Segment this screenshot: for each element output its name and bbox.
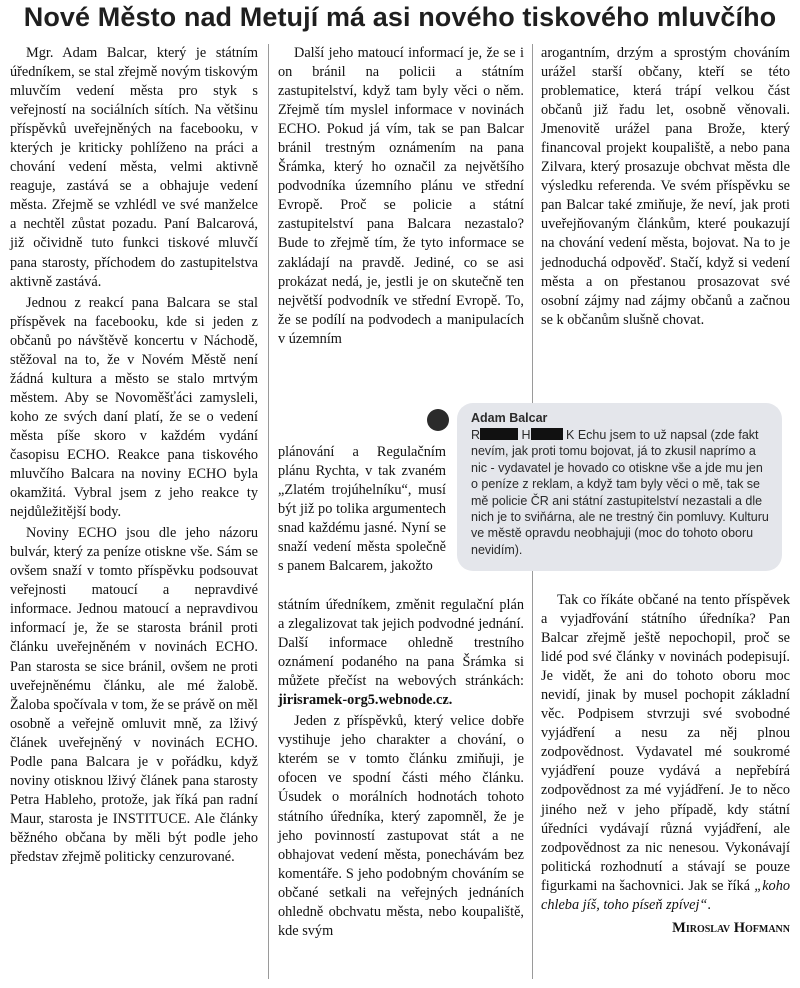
column-divider — [268, 44, 269, 979]
paragraph: Další jeho matoucí informací je, že se i on bránil na policii a státním zastupitelství, když tam byly věci o něm. Zřejmě tím myslel informace v novinách ECHO. Pokud já vím, tak se pan Balcar bránil trestným oznámením na pana Šrámka, který ho označil za největšího podvodníka územního plánu ve střední Evropě. Proč se policie a státní zastupitelství pana Balcara nezastalo? Bude to zřejmě tím, že tyto informace se zakládají na pravdě. Jediné, co se asi prokázat nedá, je, jestli je on skutečně ten největší podvodník ve střední Evropě. To, že se podílí na podvodech a manipulacích v územním — [278, 45, 524, 347]
comment-bubble — [457, 403, 782, 571]
paragraph: Noviny ECHO jsou dle jeho názoru bulvár, který za peníze otiskne vše. Sám se ovšem snaží v tomto příspěvku podsouvat veřejnosti matoucí a nepravdivé informace. Jednou matoucí a nepravdivou informací je, že se starosta bránil proti článku uveřejněném v novinách ECHO. Pan starosta se sice bránil, ovšem ne proti uveřejněnému článku, ale mé žalobě. Žaloba spočívala v tom, že se právě on měl osobně a veřejně omluvit mně, za lživý článek uveřejněný v novinách ECHO. Podle pana Balcara je v pořádku, když noviny otisknou lživý článek pana starosty Petra Hableho, protože, jak říká pan radní Maur, starosta je INSTITUCE. Ale články běžného občana by měli být podle jeho představ zřejmě politicky cenzurované. — [10, 525, 258, 865]
paragraph — [541, 591, 790, 915]
website-link[interactable]: jirisramek-org5.webnode.cz. — [278, 692, 453, 709]
article-column-2-lower — [278, 596, 524, 943]
paragraph-text: Tak co říkáte občané na tento příspěvek a vyjadřování státního úředníka? Pan Balcar zřejmě ještě nepochopil, proč se lidé pod své články v novinách podepisují. Je vidět, že ani do tohoto oboru moc nevidí, jinak by musel pochopit základní věc. Podpisem stvrzuji své svobodné vyjádření a nesu za něj plnou zodpovědnost. Vydavatel mé soukromé vyjádření pouze vydává a nepřebírá zodpovědnost za mé vyjádření. Je to něco jiného než v jeho případě, kdy státní úředníci vydávají různá vyjádření, ale zodpovědnost za nic nenesou. Vykonávají politická rozhodnutí a stávají se pouze figurkami na šachovnici. Jak se říká — [541, 592, 790, 894]
paragraph: Jednou z reakcí pana Balcara se stal příspěvek na facebooku, kde si jeden z občanů po návštěvě koncertu v Náchodě, stěžoval na to, že v Novém Městě není žádná kultura a město se stalo mrtvým městem. Aby se Novoměšťáci zamysleli, koho ze svých daní platí, že se o vedení města píše skoro v každém vydání časopisu ECHO. Reakce pana tiskového mluvčího Balcara na noviny ECHO byla okamžitá. Vybral jsem z jeho reakce ty nejdůležitější body. — [10, 294, 258, 521]
commenter-name[interactable]: Adam Balcar — [471, 411, 548, 425]
article-column-2-wrap — [278, 443, 446, 578]
comment-body: K Echu jsem to už napsal (zde fakt nevím, jak proti tomu bojovat, já to zkusil naprímo a nic - vydavatel je hovado co otiskne vše a jde mu jen o peníze z reklam, a když tam byly věci o mě, tak se mě policie ČR ani státní zastupitelství nezastali a dle nich je to sviňárna, ale ne trestný čin pomluvy. Kulturu ve městě opravdu neobhajuji (moc do tohoto oboru nevidím). — [471, 428, 769, 557]
article-column-2 — [278, 44, 524, 351]
article-title: Nové Město nad Metují má asi nového tiskového mluvčího — [23, 2, 777, 32]
paragraph: plánování a Regulačním plánu Rychta, v tak zvaném „Zlatém trojúhelníku“, musí být již po tolika argumentech snad každému jasné. Nyní se snaží vedení města společně s panem Balcarem, jakožto — [278, 444, 446, 575]
comment-text — [471, 427, 772, 558]
facebook-comment — [425, 403, 785, 575]
article-column-3 — [541, 44, 790, 332]
paragraph-text: státním úředníkem, změnit regulační plán a zlegalizovat tak jejich podvodné jednání. Další informace ohledně trestního oznámení podaného na pana Šrámka si můžete přečíst na webových stránkách: — [278, 597, 524, 690]
paragraph: arogantním, drzým a sprostým chováním urážel starší občany, kteří se této problematice, která trápí velkou část občanů již řadu let, osobně věnovali. Jmenovitě urážel pana Brože, který financoval projekt koupaliště, a nebo pana Zilvara, který prosazuje obchvat města dle výsledku referenda. Ve svém příspěvku se pan Balcar také zmiňuje, že neví, jak proti uveřejňovaným článkům, které poukazují na chování vedení města, bojovat. Na to je jednoduchá odpověď. Stačí, když si vedení města a on přestanou prosazovat své osobní zájmy nad zájmy občanů a začnou se k občanům slušně chovat. — [541, 45, 790, 328]
paragraph: Jeden z příspěvků, který velice dobře vystihuje jeho charakter a chování, o kterém se v tomto článku zmiňuji, je ofocen ve spodní části mého článku. Úsudek o morálních hodnotách tohoto státního úředníka, který zapomněl, že je jeho povinností zastupovat stát a ne obhajovat vedení města, ponechávám bez komentáře. S jeho podobným chováním se občané setkali na veřejných jednáních ohledně obchvatu města, nebo koupaliště, kde svým — [278, 713, 524, 939]
paragraph-end: . — [707, 896, 711, 913]
paragraph: Mgr. Adam Balcar, který je státním úředníkem, se stal zřejmě novým tiskovým mluvčím vedení města pro styk s veřejností na sociálních sítích. Na většinu příspěvků uveřejněných na facebooku, v kterých je kriticky pohlíženo na práci a chování vedení města, velmi aktivně reaguje, zastává se a obhajuje vedení města. Zřejmě se vzhlédl ve své manželce a nechtěl zůstat pozadu. Paní Balcarová, již očividně tuto funkci tiskové mluvčí pana starosty, příchodem do zastupitelstva aktivně zastává. — [10, 45, 258, 290]
redacted-name: R H — [471, 428, 563, 442]
paragraph — [278, 596, 524, 710]
proverb-quote: „koho chleba jíš, toho píseň zpívej“ — [541, 877, 790, 913]
article-column-1 — [10, 44, 258, 869]
avatar — [427, 409, 449, 431]
article-column-3-lower — [541, 591, 790, 938]
author-signature: Miroslav Hofmann — [672, 919, 790, 936]
